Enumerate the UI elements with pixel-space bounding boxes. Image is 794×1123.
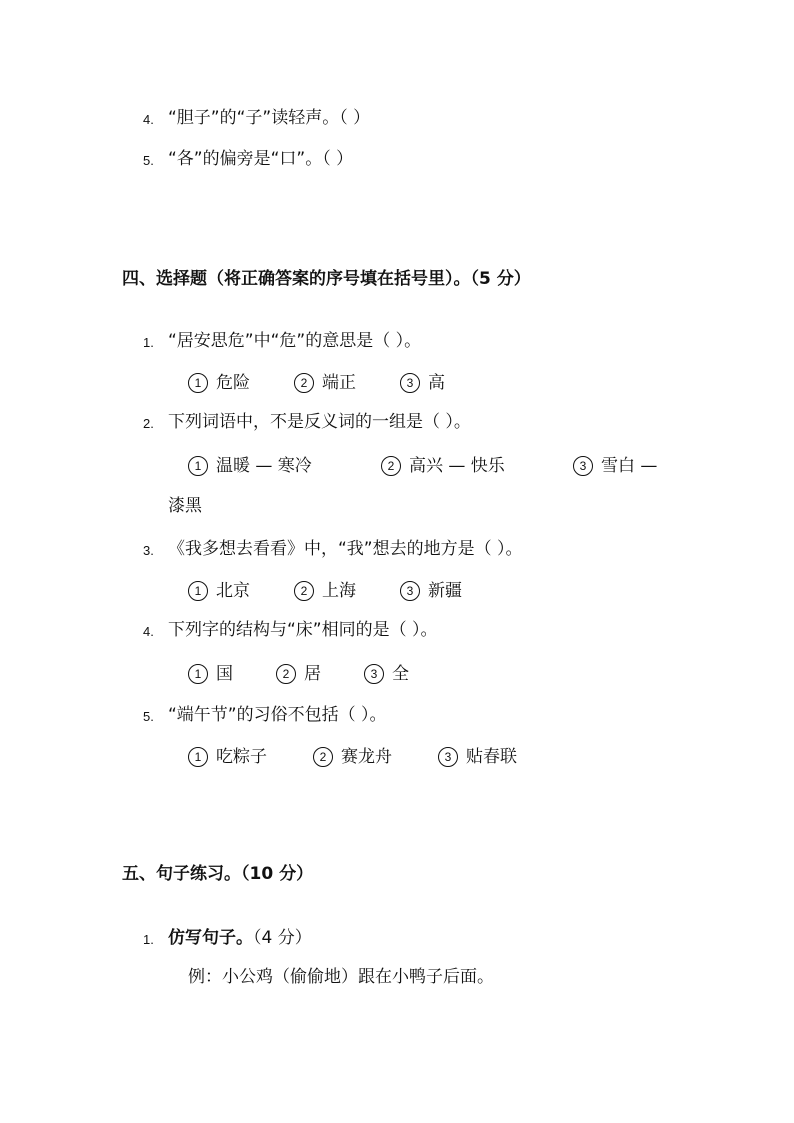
option-3 bbox=[400, 580, 462, 602]
circled-number: 3 bbox=[364, 664, 384, 684]
option-text: 居 bbox=[304, 664, 321, 684]
option-text: 高兴 — 快乐 bbox=[409, 456, 505, 476]
example-sentence: 例：小公鸡（偷偷地）跟在小鸭子后面。 bbox=[188, 967, 494, 987]
item-number: 4. bbox=[143, 112, 154, 127]
option-text: 温暖 — 寒冷 bbox=[216, 456, 312, 476]
section-4-heading: 四、选择题（将正确答案的序号填在括号里）。（5 分） bbox=[122, 269, 531, 289]
question-4-text: 下列字的结构与“床”相同的是（ ）。 bbox=[168, 620, 438, 640]
option-text: 国 bbox=[216, 664, 233, 684]
circled-number: 2 bbox=[381, 456, 401, 476]
option-text: 危险 bbox=[216, 373, 250, 393]
option-3 bbox=[400, 372, 445, 394]
option-3 bbox=[364, 663, 409, 685]
option-text: 全 bbox=[392, 664, 409, 684]
circled-number: 1 bbox=[188, 581, 208, 601]
option-text: 雪白 — bbox=[601, 456, 658, 476]
question-number: 1. bbox=[143, 932, 154, 947]
option-3 bbox=[438, 746, 517, 768]
option-text: 高 bbox=[428, 373, 445, 393]
item-number: 5. bbox=[143, 153, 154, 168]
option-1 bbox=[188, 455, 312, 477]
option-2 bbox=[313, 746, 392, 768]
option-text: 新疆 bbox=[428, 581, 462, 601]
option-2 bbox=[276, 663, 321, 685]
option-1 bbox=[188, 580, 250, 602]
question-number: 3. bbox=[143, 543, 154, 558]
circled-number: 1 bbox=[188, 747, 208, 767]
judgement-item-5: “各”的偏旁是“口”。（ ） bbox=[168, 149, 354, 169]
question-2-text: 下列词语中，不是反义词的一组是（ ）。 bbox=[168, 412, 471, 432]
option-text: 上海 bbox=[322, 581, 356, 601]
question-1-score: （4 分） bbox=[253, 928, 312, 948]
question-3-text: 《我多想去看看》中，“我”想去的地方是（ ）。 bbox=[168, 539, 523, 559]
question-number: 5. bbox=[143, 709, 154, 724]
option-3 bbox=[573, 455, 657, 477]
question-1-title: 仿写句子。 bbox=[168, 928, 253, 948]
option-2 bbox=[294, 580, 356, 602]
circled-number: 2 bbox=[294, 373, 314, 393]
option-2 bbox=[294, 372, 356, 394]
circled-number: 2 bbox=[294, 581, 314, 601]
question-number: 4. bbox=[143, 624, 154, 639]
option-text: 贴春联 bbox=[466, 747, 517, 767]
circled-number: 3 bbox=[400, 581, 420, 601]
circled-number: 1 bbox=[188, 456, 208, 476]
question-number: 1. bbox=[143, 335, 154, 350]
circled-number: 2 bbox=[276, 664, 296, 684]
option-1 bbox=[188, 746, 267, 768]
option-text: 吃粽子 bbox=[216, 747, 267, 767]
circled-number: 3 bbox=[400, 373, 420, 393]
question-1-line bbox=[168, 927, 312, 949]
option-3-wrap: 漆黑 bbox=[168, 496, 202, 516]
question-1-text: “居安思危”中“危”的意思是（ ）。 bbox=[168, 331, 422, 351]
option-2 bbox=[381, 455, 505, 477]
question-5-text: “端午节”的习俗不包括（ ）。 bbox=[168, 705, 387, 725]
option-text: 端正 bbox=[322, 373, 356, 393]
circled-number: 1 bbox=[188, 664, 208, 684]
option-text: 北京 bbox=[216, 581, 250, 601]
circled-number: 3 bbox=[438, 747, 458, 767]
circled-number: 2 bbox=[313, 747, 333, 767]
option-1 bbox=[188, 663, 233, 685]
judgement-item-4: “胆子”的“子”读轻声。（ ） bbox=[168, 108, 371, 128]
section-5-heading: 五、句子练习。（10 分） bbox=[122, 864, 314, 884]
option-text: 赛龙舟 bbox=[341, 747, 392, 767]
circled-number: 1 bbox=[188, 373, 208, 393]
option-1 bbox=[188, 372, 250, 394]
circled-number: 3 bbox=[573, 456, 593, 476]
question-number: 2. bbox=[143, 416, 154, 431]
